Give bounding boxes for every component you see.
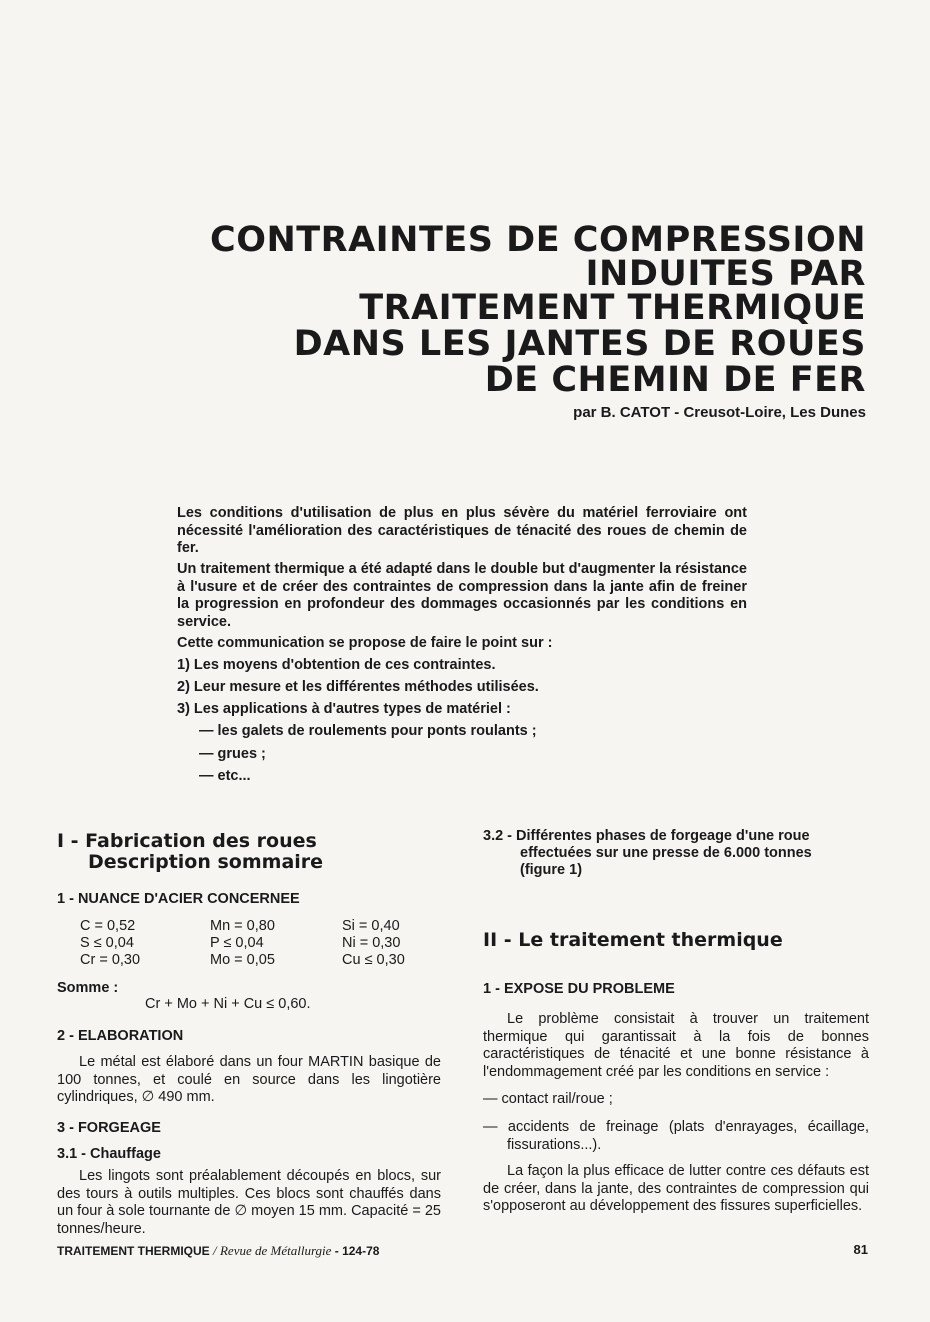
section2-heading: II - Le traitement thermique (483, 929, 783, 951)
abstract-subitem-1: — les galets de roulements pour ponts roulants ; (199, 723, 537, 739)
abstract-paragraph-2: Un traitement thermique a été adapté dans le double but d'augmenter la résistance à l'usure et de créer des contraintes de compression dans la jante afin de freiner la progression en profondeur des dommages occasionnés par les conditions en service. (177, 561, 747, 630)
abstract-subitem-2: — grues ; (199, 746, 266, 762)
expose-dash-1: — contact rail/roue ; (483, 1091, 613, 1107)
section1-heading-line2: Description sommaire (88, 851, 324, 873)
section1-heading-line1: I - Fabrication des roues (57, 830, 317, 852)
title-line-5: DE CHEMIN DE FER (484, 360, 866, 400)
expose-paragraph-1: Le problème consistait à trouver un traitement thermique qui garantissait à la fois de bonnes caractéristiques de ténacité et une bonne résistance à l'endommagement créé par les conditions en service : (483, 1011, 869, 1080)
abstract-subitem-3: — etc... (199, 768, 251, 784)
composition-mn: Mn = 0,80 (210, 918, 275, 934)
abstract-item-1: 1) Les moyens d'obtention de ces contraintes. (177, 657, 496, 673)
somme-formula: Cr + Mo + Ni + Cu ≤ 0,60. (145, 996, 311, 1012)
footer-citation (57, 1243, 379, 1259)
expose-title: 1 - EXPOSE DU PROBLEME (483, 981, 675, 997)
footer-issue: - 124-78 (334, 1244, 380, 1258)
subsection-3-title: 3 - FORGEAGE (57, 1120, 161, 1136)
expose-dash-2: — accidents de freinage (plats d'enrayages, écaillage, fissurations...). (483, 1119, 869, 1153)
subsection-3-2-line1: 3.2 - Différentes phases de forgeage d'une roue (483, 828, 810, 844)
composition-cu: Cu ≤ 0,30 (342, 952, 405, 968)
composition-ni: Ni = 0,30 (342, 935, 401, 951)
subsection-1-title: 1 - NUANCE D'ACIER CONCERNEE (57, 891, 300, 907)
title-line-3: TRAITEMENT THERMIQUE (359, 288, 866, 328)
composition-p: P ≤ 0,04 (210, 935, 264, 951)
title-line-4: DANS LES JANTES DE ROUES (293, 324, 866, 364)
subsection-3-2-line3: (figure 1) (520, 862, 583, 878)
abstract-item-2: 2) Leur mesure et les différentes méthodes utilisées. (177, 679, 539, 695)
composition-s: S ≤ 0,04 (80, 935, 134, 951)
composition-cr: Cr = 0,30 (80, 952, 141, 968)
subsection-2-title: 2 - ELABORATION (57, 1028, 184, 1044)
chauffage-text: Les lingots sont préalablement découpés en blocs, sur des tours à outils multiples. Ces blocs sont chauffés dans un four à sole tournante de ∅ moyen 15 mm. Capacité = 25 tonnes/heure. (57, 1168, 441, 1237)
abstract-paragraph-1: Les conditions d'utilisation de plus en plus sévère du matériel ferroviaire ont nécessité l'amélioration des caractéristiques de ténacité des roues de chemin de fer. (177, 505, 747, 556)
page-number: 81 (853, 1242, 868, 1257)
expose-paragraph-2: La façon la plus efficace de lutter contre ces défauts est de créer, dans la jante, des contraintes de compression qui s'opposeront au développement des fissures superficielles. (483, 1163, 869, 1214)
footer-separator: / (213, 1243, 217, 1258)
elaboration-text: Le métal est élaboré dans un four MARTIN basique de 100 tonnes, et coulé en source dans les lingotière cylindriques, ∅ 490 mm. (57, 1054, 441, 1105)
title-line-1: CONTRAINTES DE COMPRESSION (210, 220, 866, 260)
author-byline: par B. CATOT - Creusot-Loire, Les Dunes (573, 404, 866, 421)
composition-c: C = 0,52 (80, 918, 136, 934)
title-line-2: INDUITES PAR (585, 254, 866, 294)
subsection-3-1-title: 3.1 - Chauffage (57, 1146, 161, 1162)
composition-si: Si = 0,40 (342, 918, 400, 934)
abstract-item-3: 3) Les applications à d'autres types de matériel : (177, 701, 511, 717)
footer-revue: Revue de Métallurgie (219, 1243, 332, 1258)
footer-journal: TRAITEMENT THERMIQUE (57, 1244, 210, 1258)
subsection-3-2-line2: effectuées sur une presse de 6.000 tonnes (520, 845, 812, 861)
composition-mo: Mo = 0,05 (210, 952, 275, 968)
somme-label: Somme : (57, 980, 119, 996)
abstract-intro: Cette communication se propose de faire le point sur : (177, 635, 553, 651)
